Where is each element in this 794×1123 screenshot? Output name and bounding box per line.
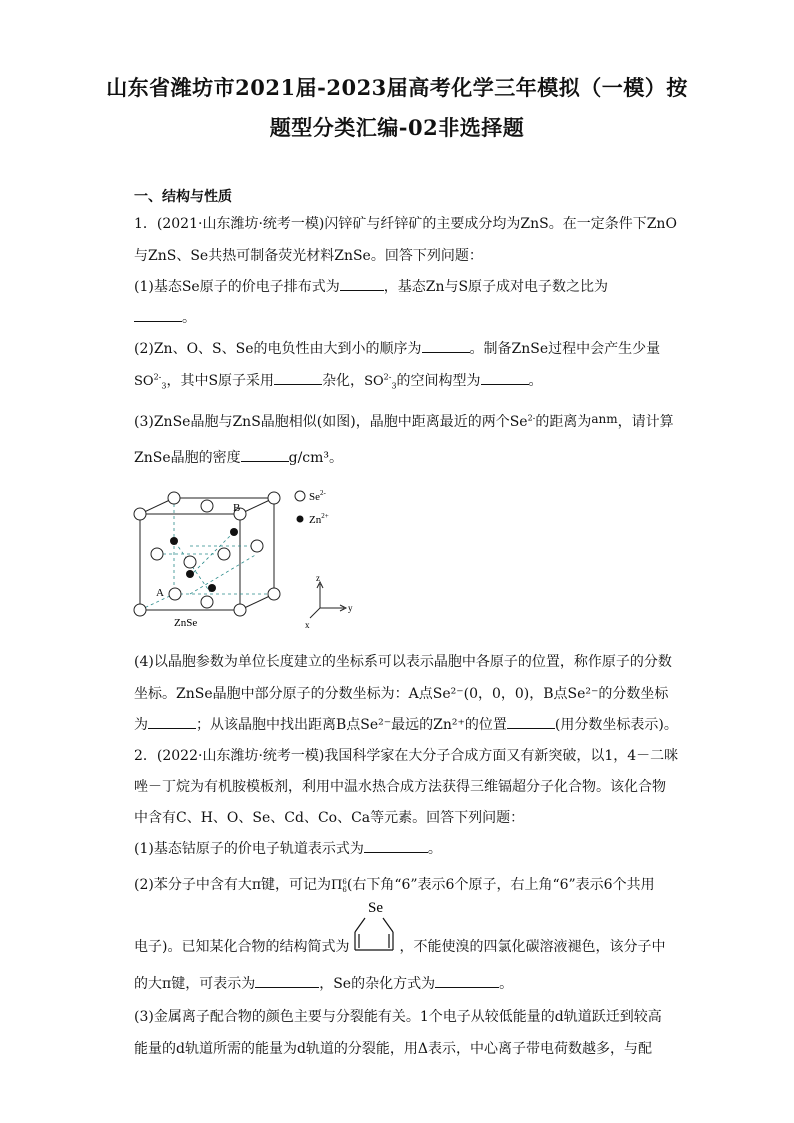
zn-atom: [230, 528, 238, 536]
q2-part2-cont: [134, 900, 666, 970]
legend-zn-label: $Zn^{2+}$: [309, 512, 329, 526]
q2-part2-text-c: 电子)。已知某化合物的结构简式为: [134, 939, 350, 955]
se-atom: [201, 500, 213, 512]
q1-part4-text-d: ；从该晶胞中找出距离B点Se²⁻最远的Zn²⁺的位置: [196, 717, 507, 733]
answer-blank[interactable]: [241, 448, 289, 462]
section-heading: 一、结构与性质: [134, 189, 232, 205]
ring-se-label: Se: [368, 900, 384, 916]
q1-part4-line3: [134, 714, 678, 734]
answer-blank[interactable]: [255, 974, 319, 988]
label-a: A: [156, 587, 164, 599]
legend-se-label: $Se^{2-}$: [309, 489, 326, 503]
se-atom: [184, 556, 196, 568]
axes: [310, 582, 346, 618]
se-atom: [134, 508, 146, 520]
answer-blank[interactable]: [435, 974, 499, 988]
legend-se-symbol: [295, 491, 305, 501]
q1-part1: [134, 276, 608, 296]
q1-stem-line1: 1．(2021·山东潍坊·统考一模)闪锌矿与纤锌矿的主要成分均为ZnS。在一定条件下ZnO: [134, 216, 677, 232]
znse-unit-cell-figure: [130, 484, 380, 632]
q1-part1-end: 。: [182, 310, 196, 326]
se-atom: [168, 492, 180, 504]
se-atom: [251, 540, 263, 552]
q1-part3-text-a: (3)ZnSe晶胞与ZnS晶胞相似(如图)，晶胞中距离最近的两个Se: [134, 414, 528, 430]
zn-atoms: [170, 528, 238, 592]
se-atom: [234, 604, 246, 616]
q1-part1-cont: [134, 307, 196, 327]
q2-part3-line1: (3)金属离子配合物的颜色主要与分裂能有关。1个电子从较低能量的d轨道跃迁到较高: [134, 1009, 662, 1025]
q1-part3-text-c: ，请计算: [617, 414, 674, 430]
q1-stem-line2: 与ZnS、Se共热可制备荧光材料ZnSe。回答下列问题：: [134, 248, 483, 264]
q1-part2-cont: [134, 370, 543, 391]
se-charge: 2-: [527, 413, 536, 423]
document-title-line2: 题型分类汇编-02非选择题: [269, 115, 525, 140]
figure-caption: ZnSe: [174, 617, 198, 629]
se-atom: [218, 548, 230, 560]
q2-part2-text-b: (右下角“6”表示6个原子，右上角“6”表示6个共用: [346, 877, 655, 893]
q1-part3-cont: [134, 447, 343, 467]
q1-part2-text-b: 。制备ZnSe过程中会产生少量: [469, 341, 661, 357]
q2-part2-text-f: ，Se的杂化方式为: [319, 976, 436, 992]
q2-part1-end: 。: [427, 841, 442, 857]
legend-zn-symbol: [297, 516, 304, 523]
answer-blank[interactable]: [422, 339, 470, 353]
se-atom: [169, 588, 181, 600]
se-atom: [134, 604, 146, 616]
q1-part2-text-c: ，其中S原子采用: [166, 373, 275, 389]
q1-part2-end: 。: [528, 373, 543, 389]
zn-atom: [208, 584, 216, 592]
q2-part2: [134, 874, 655, 894]
ring-bonds: [355, 918, 393, 950]
answer-blank[interactable]: [148, 715, 196, 729]
q1-part2: [134, 338, 660, 358]
zn-atom: [170, 537, 178, 545]
sulfite-formula: $SO^{2-}_3$: [364, 372, 397, 391]
lattice-distance-var: anm: [591, 412, 618, 426]
q2-part1-text: (1)基态钴原子的价电子轨道表示式为: [134, 841, 364, 857]
q1-part3-text-d: ZnSe晶胞的密度: [134, 450, 241, 466]
q1-part1-text-a: (1)基态Se原子的价电子排布式为: [134, 279, 340, 295]
se-atom: [268, 588, 280, 600]
sulfite-formula: $SO^{2-}_3$: [134, 372, 167, 391]
q2-part1: [134, 838, 442, 858]
q2-part2-cont2: [134, 973, 513, 993]
answer-blank[interactable]: [364, 839, 428, 853]
q1-part4-text-e: (用分数坐标表示)。: [554, 717, 678, 733]
q2-stem-line2: 唑－丁烷为有机胺模板剂，利用中温水热合成方法获得三维镉超分子化合物。该化合物: [134, 779, 666, 795]
answer-blank[interactable]: [274, 371, 322, 385]
q2-stem-line1: 2．(2022·山东潍坊·统考一模)我国科学家在大分子合成方面又有新突破，以1，4－二咪: [134, 748, 679, 764]
density-unit: g/cm³: [288, 450, 330, 466]
q1-part3-end: 。: [329, 450, 344, 466]
q2-part2-text-e: 的大π键，可表示为: [134, 976, 256, 992]
q1-part2-text-a: (2)Zn、O、S、Se的电负性由大到小的顺序为: [134, 341, 422, 357]
q1-part3: [134, 411, 674, 431]
q1-part2-text-e: 的空间构型为: [396, 373, 481, 389]
zn-atom: [186, 570, 194, 578]
se-atom: [151, 548, 163, 560]
q1-part3-text-b: 的距离为: [535, 414, 592, 430]
answer-blank[interactable]: [340, 277, 384, 291]
q2-part2-text-d: ，不能使溴的四氯化碳溶液褪色，该分子中: [399, 939, 666, 955]
se-atom: [201, 596, 213, 608]
pi-notation: Π 6 6: [331, 877, 347, 894]
q2-stem-line3: 中含有C、H、O、Se、Cd、Co、Ca等元素。回答下列问题：: [134, 810, 525, 826]
q2-part3-line2: 能量的d轨道所需的能量为d轨道的分裂能，用Δ表示，中心离子带电荷数越多，与配: [134, 1041, 653, 1057]
answer-blank[interactable]: [481, 371, 529, 385]
q2-part2-end: 。: [499, 976, 514, 992]
answer-blank[interactable]: [507, 715, 555, 729]
document-title-line1: 山东省潍坊市2021届-2023届高考化学三年模拟（一模）按: [106, 75, 688, 100]
q1-part4-text-c: 为: [134, 717, 148, 733]
selenophene-structure: [349, 900, 399, 964]
q1-part1-text-b: ，基态Zn与S原子成对电子数之比为: [383, 279, 609, 295]
axis-x-label: x: [305, 620, 310, 630]
q2-part2-text-a: (2)苯分子中含有大π键，可记为: [134, 877, 332, 893]
se-atom: [268, 492, 280, 504]
q1-part4-line1: (4)以晶胞参数为单位长度建立的坐标系可以表示晶胞中各原子的位置，称作原子的分数: [134, 654, 672, 670]
label-b: B: [233, 502, 241, 514]
axis-y-label: y: [348, 603, 353, 613]
q1-part4-line2: 坐标。ZnSe晶胞中部分原子的分数坐标为：A点Se²⁻(0，0，0)，B点Se²⁻的分数坐标: [134, 686, 669, 702]
answer-blank[interactable]: [134, 308, 182, 322]
q1-part2-text-d: 杂化，: [322, 373, 365, 389]
axis-z-label: z: [316, 573, 320, 583]
